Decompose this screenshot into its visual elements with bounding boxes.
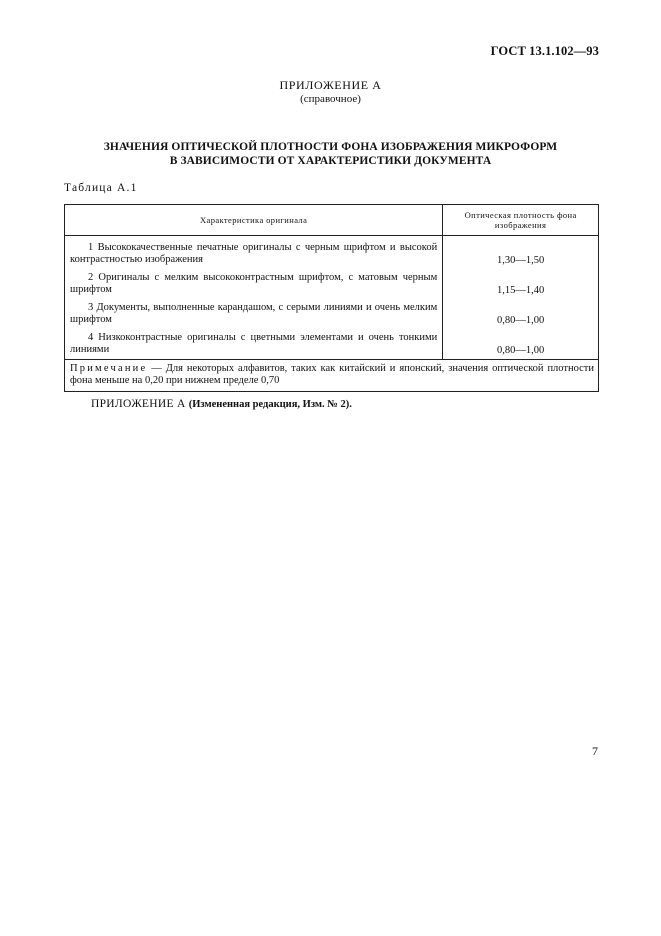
table-row — [65, 329, 599, 360]
page-title — [0, 140, 661, 168]
header-characteristic: Характеристика оригинала — [65, 205, 443, 236]
cell-density: 0,80—1,00 — [443, 329, 599, 360]
cell-characteristic: 3 Документы, выполненные карандашом, с серыми линиями и очень мелким шрифтом — [65, 299, 443, 329]
cell-density: 1,30—1,50 — [443, 236, 599, 270]
page-title-line-2: В ЗАВИСИМОСТИ ОТ ХАРАКТЕРИСТИКИ ДОКУМЕНТА — [169, 155, 492, 167]
note-text: — Для некоторых алфавитов, таких как китайский и японский, значения оптической плотности фона меньше на 0,20 при нижнем пределе 0,70 — [70, 363, 594, 386]
document-code: ГОСТ 13.1.102—93 — [490, 44, 599, 58]
cell-density: 0,80—1,00 — [443, 299, 599, 329]
change-note — [91, 398, 352, 410]
page-number: 7 — [592, 744, 598, 758]
table-note-row — [65, 360, 599, 392]
change-note-prefix: ПРИЛОЖЕНИЕ А — [91, 398, 189, 410]
table-note — [65, 360, 599, 392]
cell-characteristic: 4 Низкоконтрастные оригиналы с цветными элементами и очень тонкими линиями — [65, 329, 443, 360]
appendix-title: ПРИЛОЖЕНИЕ А — [279, 78, 382, 92]
table-row — [65, 236, 599, 270]
change-note-amendment: (Измененная редакция, Изм. № 2). — [188, 399, 352, 410]
table-row — [65, 299, 599, 329]
appendix-subtitle: (справочное) — [300, 93, 361, 105]
header-density: Оптическая плотность фона изображения — [443, 205, 599, 236]
table-row — [65, 269, 599, 299]
table-label: Таблица А.1 — [64, 182, 138, 194]
note-label: Примечание — [70, 363, 148, 374]
density-table — [64, 204, 599, 392]
page-title-line-1: ЗНАЧЕНИЯ ОПТИЧЕСКОЙ ПЛОТНОСТИ ФОНА ИЗОБРАЖЕНИЯ МИКРОФОРМ — [103, 141, 558, 153]
cell-characteristic: 2 Оригиналы с мелким высококонтрастным шрифтом, с матовым черным шрифтом — [65, 269, 443, 299]
cell-density: 1,15—1,40 — [443, 269, 599, 299]
cell-characteristic: 1 Высококачественные печатные оригиналы с черным шрифтом и высокой контрастностью изображения — [65, 236, 443, 270]
table-header-row — [65, 205, 599, 236]
